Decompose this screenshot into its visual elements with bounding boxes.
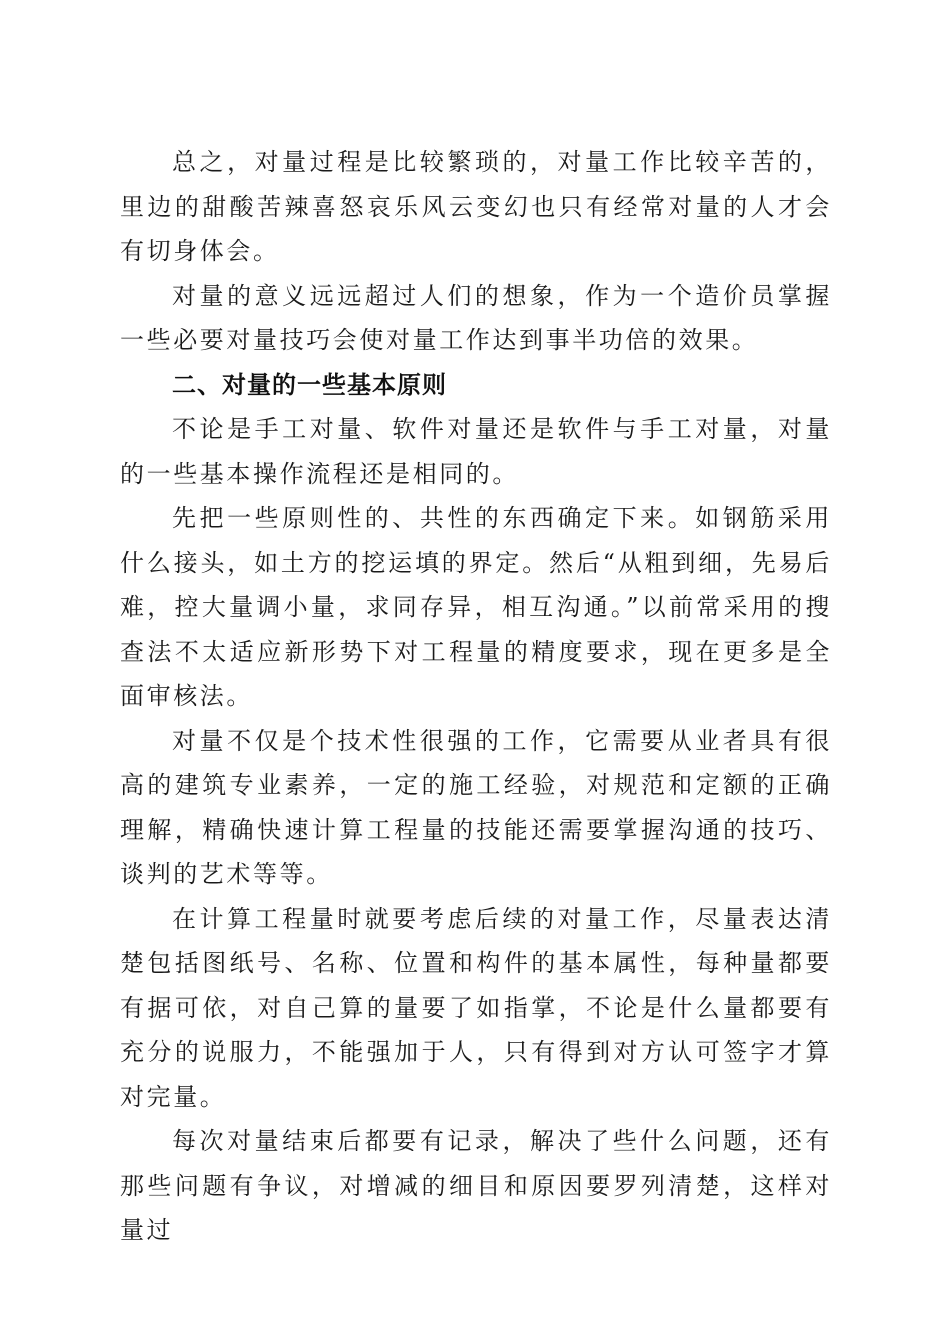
paragraph-significance: 对量的意义远远超过人们的想象，作为一个造价员掌握一些必要对量技巧会使对量工作达到事半功倍的效果。 bbox=[120, 281, 832, 354]
section-heading: 二、对量的一些基本原则 bbox=[172, 370, 447, 399]
paragraph-calculation: 在计算工程量时就要考虑后续的对量工作，尽量表达清楚包括图纸号、名称、位置和构件的基本属性，每种量都要有据可依，对自己算的量要了如指掌，不论是什么量都要有充分的说服力，不能强加于人，只有得到对方认可签字才算对完量。 bbox=[120, 904, 832, 1111]
paragraph-skills: 对量不仅是个技术性很强的工作，它需要从业者具有很高的建筑专业素养，一定的施工经验，对规范和定额的正确理解，精确快速计算工程量的技能还需要掌握沟通的技巧、谈判的艺术等等。 bbox=[120, 726, 832, 888]
paragraph-process: 不论是手工对量、软件对量还是软件与手工对量，对量的一些基本操作流程还是相同的。 bbox=[120, 415, 832, 488]
paragraph-principles: 先把一些原则性的、共性的东西确定下来。如钢筋采用什么接头，如土方的挖运填的界定。然后“从粗到细，先易后难，控大量调小量，求同存异，相互沟通。”以前常采用的搜查法不太适应新形势下对工程量的精度要求，现在更多是全面审核法。 bbox=[120, 504, 832, 710]
paragraph-summary: 总之，对量过程是比较繁琐的，对量工作比较辛苦的，里边的甜酸苦辣喜怒哀乐风云变幻也只有经常对量的人才会有切身体会。 bbox=[120, 148, 832, 265]
document-body bbox=[120, 140, 832, 1253]
paragraph-records: 每次对量结束后都要有记录，解决了些什么问题，还有那些问题有争议，对增减的细目和原因要罗列清楚，这样对量过 bbox=[120, 1127, 832, 1244]
